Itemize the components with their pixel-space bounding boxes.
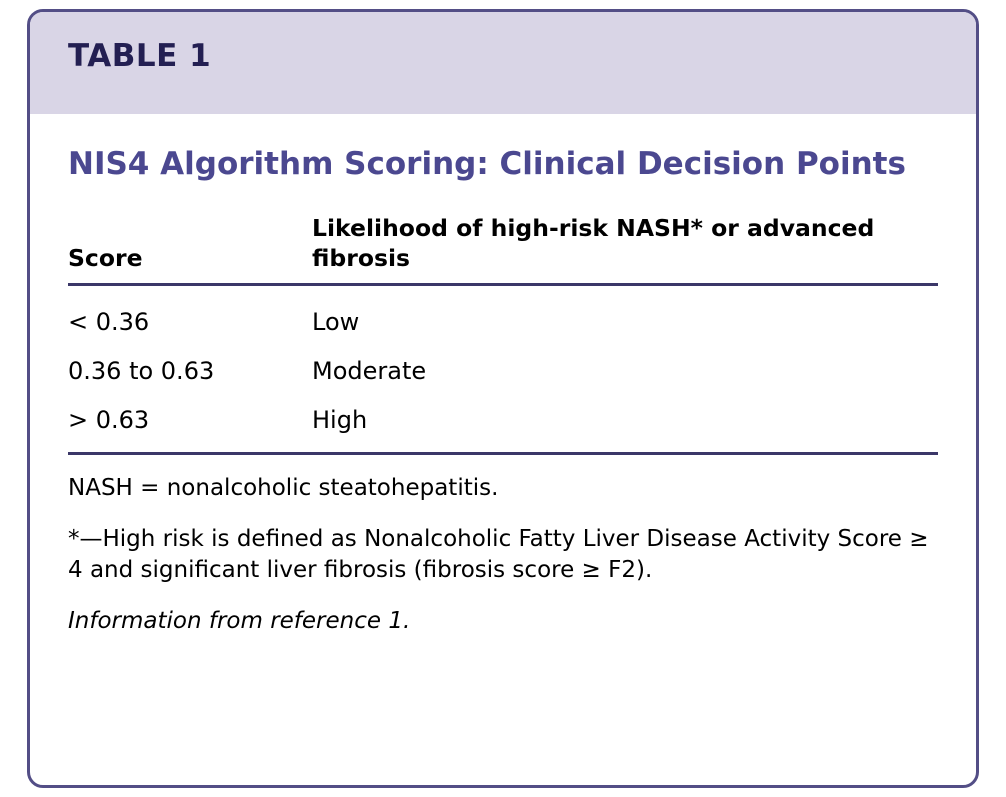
- cell-score: 0.36 to 0.63: [68, 356, 215, 385]
- cell-likelihood: Low: [312, 308, 360, 337]
- table-head: [68, 213, 938, 285]
- table-row: [68, 396, 938, 453]
- footnotes: [68, 473, 938, 636]
- table-number-label: TABLE 1: [68, 38, 212, 74]
- cell-likelihood: High: [312, 405, 368, 434]
- table-header-band: [30, 12, 976, 114]
- cell-score: < 0.36: [68, 308, 150, 337]
- table-bottom-rule: [68, 452, 938, 455]
- cell-likelihood: Moderate: [312, 356, 427, 385]
- footnote-abbreviation: NASH = nonalcoholic steatohepatitis.: [68, 475, 499, 502]
- column-header-likelihood: Likelihood of high-risk NASH* or advanced fibrosis: [308, 213, 938, 285]
- column-header-score: Score: [68, 213, 308, 285]
- table-body: [68, 285, 938, 453]
- data-table: [68, 213, 938, 453]
- footnote-asterisk: *—High risk is defined as Nonalcoholic Fatty Liver Disease Activity Score ≥ 4 and significant liver fibrosis (fibrosis score ≥ F2).: [68, 526, 929, 584]
- table-card: [27, 9, 979, 788]
- table-row: [68, 285, 938, 347]
- cell-score: > 0.63: [68, 405, 150, 434]
- footnote-source: Information from reference 1.: [68, 607, 411, 634]
- table-body-area: [30, 144, 976, 637]
- table-title: NIS4 Algorithm Scoring: Clinical Decision Points: [68, 146, 906, 182]
- table-header-row: [68, 213, 938, 285]
- table-row: [68, 347, 938, 396]
